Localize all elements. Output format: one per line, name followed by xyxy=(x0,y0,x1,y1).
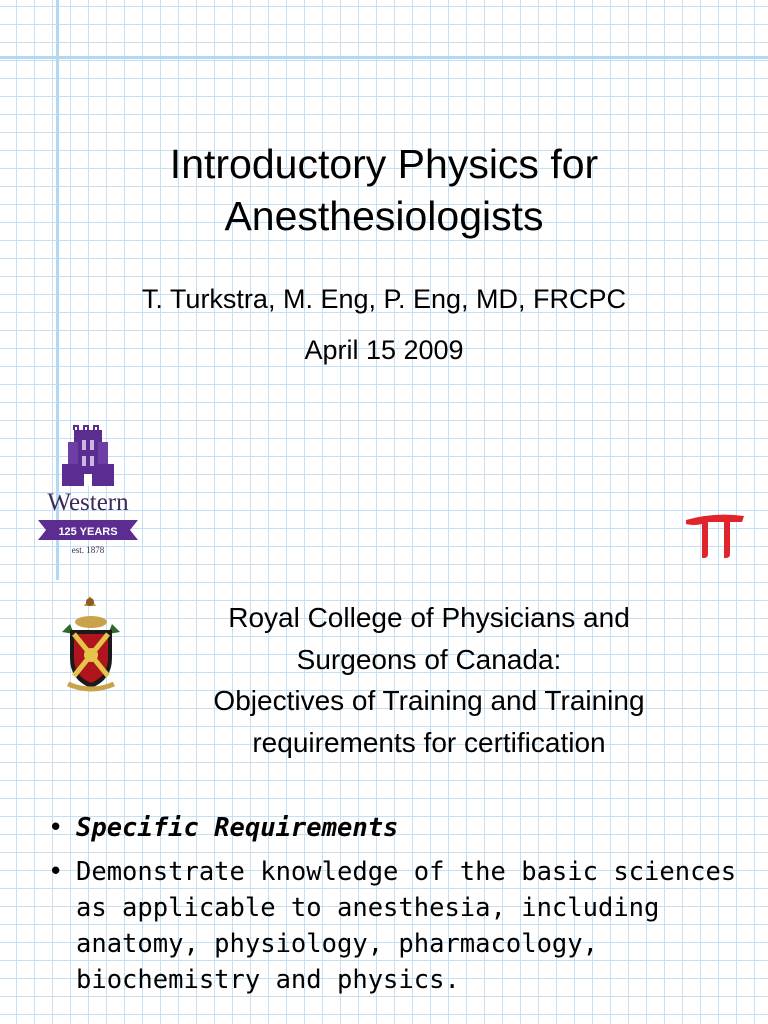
title-line-2: Anesthesiologists xyxy=(224,193,544,239)
royal-college-crest-icon xyxy=(56,592,126,694)
tower-icon xyxy=(62,426,114,486)
accent-horizontal-line xyxy=(0,56,768,59)
title-line-1: Introductory Physics for xyxy=(169,141,599,187)
bullet-marker: • xyxy=(48,857,64,887)
list-item xyxy=(46,810,756,846)
rc-line-4: requirements for certification xyxy=(252,726,606,758)
presentation-date: April 15 2009 xyxy=(304,335,464,365)
western-wordmark: Western xyxy=(47,489,129,516)
western-university-logo xyxy=(26,424,150,558)
banner-text: 125 YEARS xyxy=(58,526,118,538)
author-credentials: T. Turkstra, M. Eng, P. Eng, MD, FRCPC xyxy=(141,284,627,314)
bullet-text: Demonstrate knowledge of the basic sciences as applicable to anesthesia, including anatomy, physiology, pharmacology, biochemistry and physics. xyxy=(76,857,737,995)
requirements-list xyxy=(46,810,756,1006)
bullet-heading: Specific Requirements xyxy=(76,813,399,843)
established-text: est. 1878 xyxy=(71,545,105,555)
red-pi-logo xyxy=(684,510,746,560)
rc-line-2: Surgeons of Canada: xyxy=(296,643,562,675)
royal-college-heading xyxy=(150,597,708,763)
list-item xyxy=(46,854,756,998)
rc-line-1: Royal College of Physicians and xyxy=(228,602,630,633)
slide-title xyxy=(0,138,768,242)
rc-line-3: Objectives of Training and Training xyxy=(213,685,645,716)
bullet-marker: • xyxy=(48,813,64,843)
